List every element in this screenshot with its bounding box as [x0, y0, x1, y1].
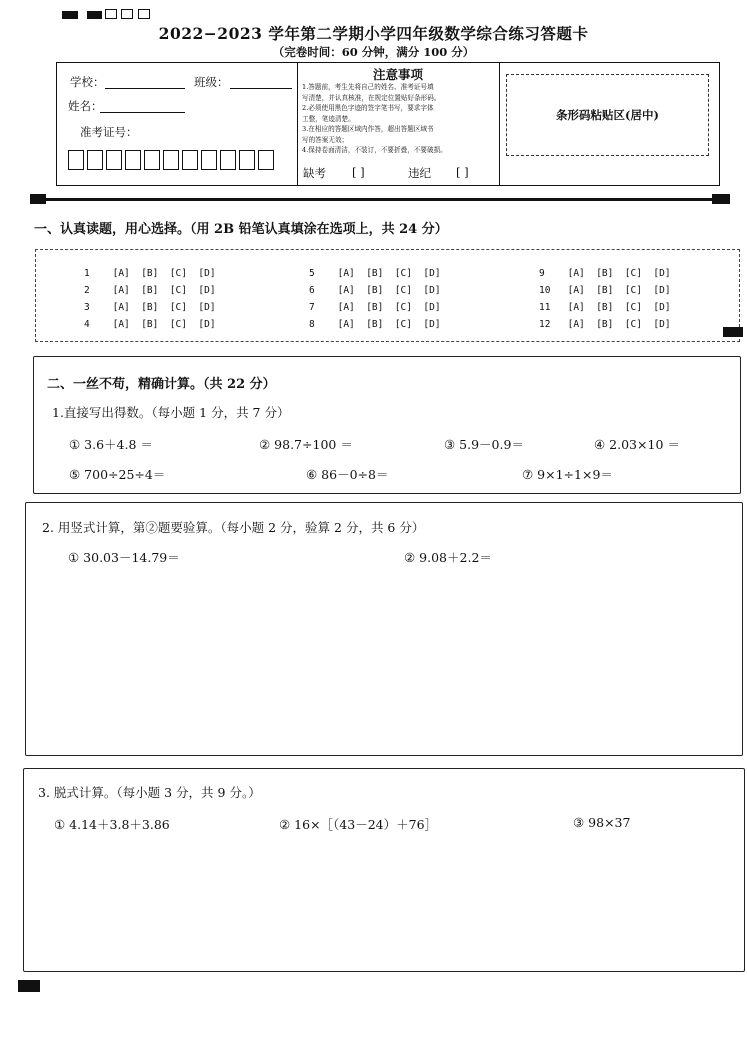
exam-id-digit-box[interactable]: [220, 150, 236, 170]
alignment-mark: [18, 980, 40, 992]
absent-label: 缺考: [303, 166, 326, 180]
notice-line: 写的答案无效；: [302, 135, 349, 144]
exam-id-digit-box[interactable]: [87, 150, 103, 170]
oral-problem: ② 98.7÷100 ＝: [259, 437, 353, 452]
mc-row[interactable]: 10 [A] [B] [C] [D]: [539, 285, 671, 296]
mc-row[interactable]: 8 [A] [B] [C] [D]: [309, 319, 441, 330]
notice-line: 2.必须使用黑色字迹的签字笔书写，要求字体: [302, 104, 434, 112]
oral-problem: ① 3.6＋4.8 ＝: [69, 437, 153, 452]
stepwise-problem: ③ 98×37: [573, 815, 631, 830]
oral-problem: ③ 5.9－0.9＝: [444, 437, 524, 452]
stepwise-problem: ① 4.14＋3.8＋3.86: [54, 817, 170, 832]
exam-id-digit-box[interactable]: [144, 150, 160, 170]
notice-list: [302, 82, 498, 156]
oral-problem: ⑥ 86－0÷8＝: [306, 467, 389, 482]
multiple-choice-box: [35, 249, 740, 342]
violation-checkbox[interactable]: [ ]: [456, 165, 469, 179]
mc-row[interactable]: 6 [A] [B] [C] [D]: [309, 285, 441, 296]
mc-row[interactable]: 11 [A] [B] [C] [D]: [539, 302, 671, 313]
divider: [499, 63, 500, 185]
barcode-label: 条形码粘贴区(居中): [556, 108, 659, 122]
exam-id-digit-box[interactable]: [201, 150, 217, 170]
name-field[interactable]: [100, 112, 185, 113]
section2-part1-panel: [33, 356, 741, 494]
mc-row[interactable]: 9 [A] [B] [C] [D]: [539, 268, 671, 279]
school-field[interactable]: [105, 88, 185, 89]
corner-mark: [62, 11, 78, 19]
name-label: 姓名：: [68, 99, 103, 113]
section2-heading: 二、一丝不苟，精确计算。（共 22 分）: [47, 377, 276, 392]
alignment-mark: [723, 327, 743, 337]
corner-box: [105, 9, 117, 19]
section1-heading: 一、认真读题，用心选择。（用 2B 铅笔认真填涂在选项上，共 24 分）: [34, 222, 448, 237]
class-field[interactable]: [230, 88, 292, 89]
notice-line: 4.保持卷面清洁，不装订，不要折叠，不要破损。: [302, 146, 447, 154]
vertical-calc-problem: ② 9.08＋2.2＝: [404, 550, 492, 565]
mc-row[interactable]: 7 [A] [B] [C] [D]: [309, 302, 441, 313]
page-title: 2022−2023 学年第二学期小学四年级数学综合练习答题卡: [158, 24, 589, 43]
exam-id-digit-box[interactable]: [106, 150, 122, 170]
notice-line: 1.答题前，考生先将自己的姓名、准考证号填: [302, 83, 434, 91]
vertical-calc-problem: ① 30.03－14.79＝: [68, 550, 180, 565]
exam-id-digit-box[interactable]: [125, 150, 141, 170]
notice-line: 工整，笔迹清楚。: [302, 114, 355, 123]
mc-row[interactable]: 1 [A] [B] [C] [D]: [84, 268, 216, 279]
oral-problem: ④ 2.03×10 ＝: [594, 437, 680, 452]
mc-row[interactable]: 2 [A] [B] [C] [D]: [84, 285, 216, 296]
exam-id-label: 准考证号：: [80, 125, 138, 139]
barcode-area: [506, 74, 709, 156]
mc-row[interactable]: 12 [A] [B] [C] [D]: [539, 319, 671, 330]
exam-id-digit-box[interactable]: [68, 150, 84, 170]
divider: [297, 63, 298, 185]
exam-id-digit-box[interactable]: [258, 150, 274, 170]
alignment-mark: [30, 194, 46, 204]
oral-problem: ⑦ 9×1÷1×9＝: [522, 467, 613, 482]
part1-heading: 1.直接写出得数。（每小题 1 分，共 7 分）: [52, 405, 290, 420]
notice-title: 注意事项: [372, 67, 423, 82]
corner-box: [121, 9, 133, 19]
class-label: 班级：: [194, 75, 229, 89]
corner-box: [138, 9, 150, 19]
absent-checkbox[interactable]: [ ]: [352, 165, 365, 179]
mc-row[interactable]: 4 [A] [B] [C] [D]: [84, 319, 216, 330]
stepwise-problem: ② 16×［（43－24）＋76］: [279, 817, 438, 832]
alignment-mark: [712, 194, 730, 204]
notice-line: 3.在相应的答题区域内作答，超出答题区域书: [302, 125, 434, 133]
corner-mark: [87, 11, 102, 19]
exam-id-digit-box[interactable]: [163, 150, 179, 170]
section2-part3-panel: [23, 768, 745, 972]
violation-label: 违纪: [408, 166, 431, 180]
school-label: 学校：: [70, 75, 105, 89]
oral-problem: ⑤ 700÷25÷4＝: [69, 467, 166, 482]
mc-row[interactable]: 3 [A] [B] [C] [D]: [84, 302, 216, 313]
exam-id-digit-box[interactable]: [239, 150, 255, 170]
section2-part2-panel: [25, 502, 743, 756]
mc-row[interactable]: 5 [A] [B] [C] [D]: [309, 268, 441, 279]
part3-heading: 3. 脱式计算。（每小题 3 分，共 9 分。）: [38, 785, 261, 800]
part2-heading: 2. 用竖式计算，第②题要验算。（每小题 2 分，验算 2 分，共 6 分）: [42, 520, 425, 535]
exam-id-digit-box[interactable]: [182, 150, 198, 170]
separator-line: [34, 198, 718, 201]
page-subtitle: （完卷时间：60 分钟，满分 100 分）: [272, 45, 475, 59]
notice-line: 写清楚，并认真核准，在规定位置贴好条形码。: [302, 93, 441, 102]
